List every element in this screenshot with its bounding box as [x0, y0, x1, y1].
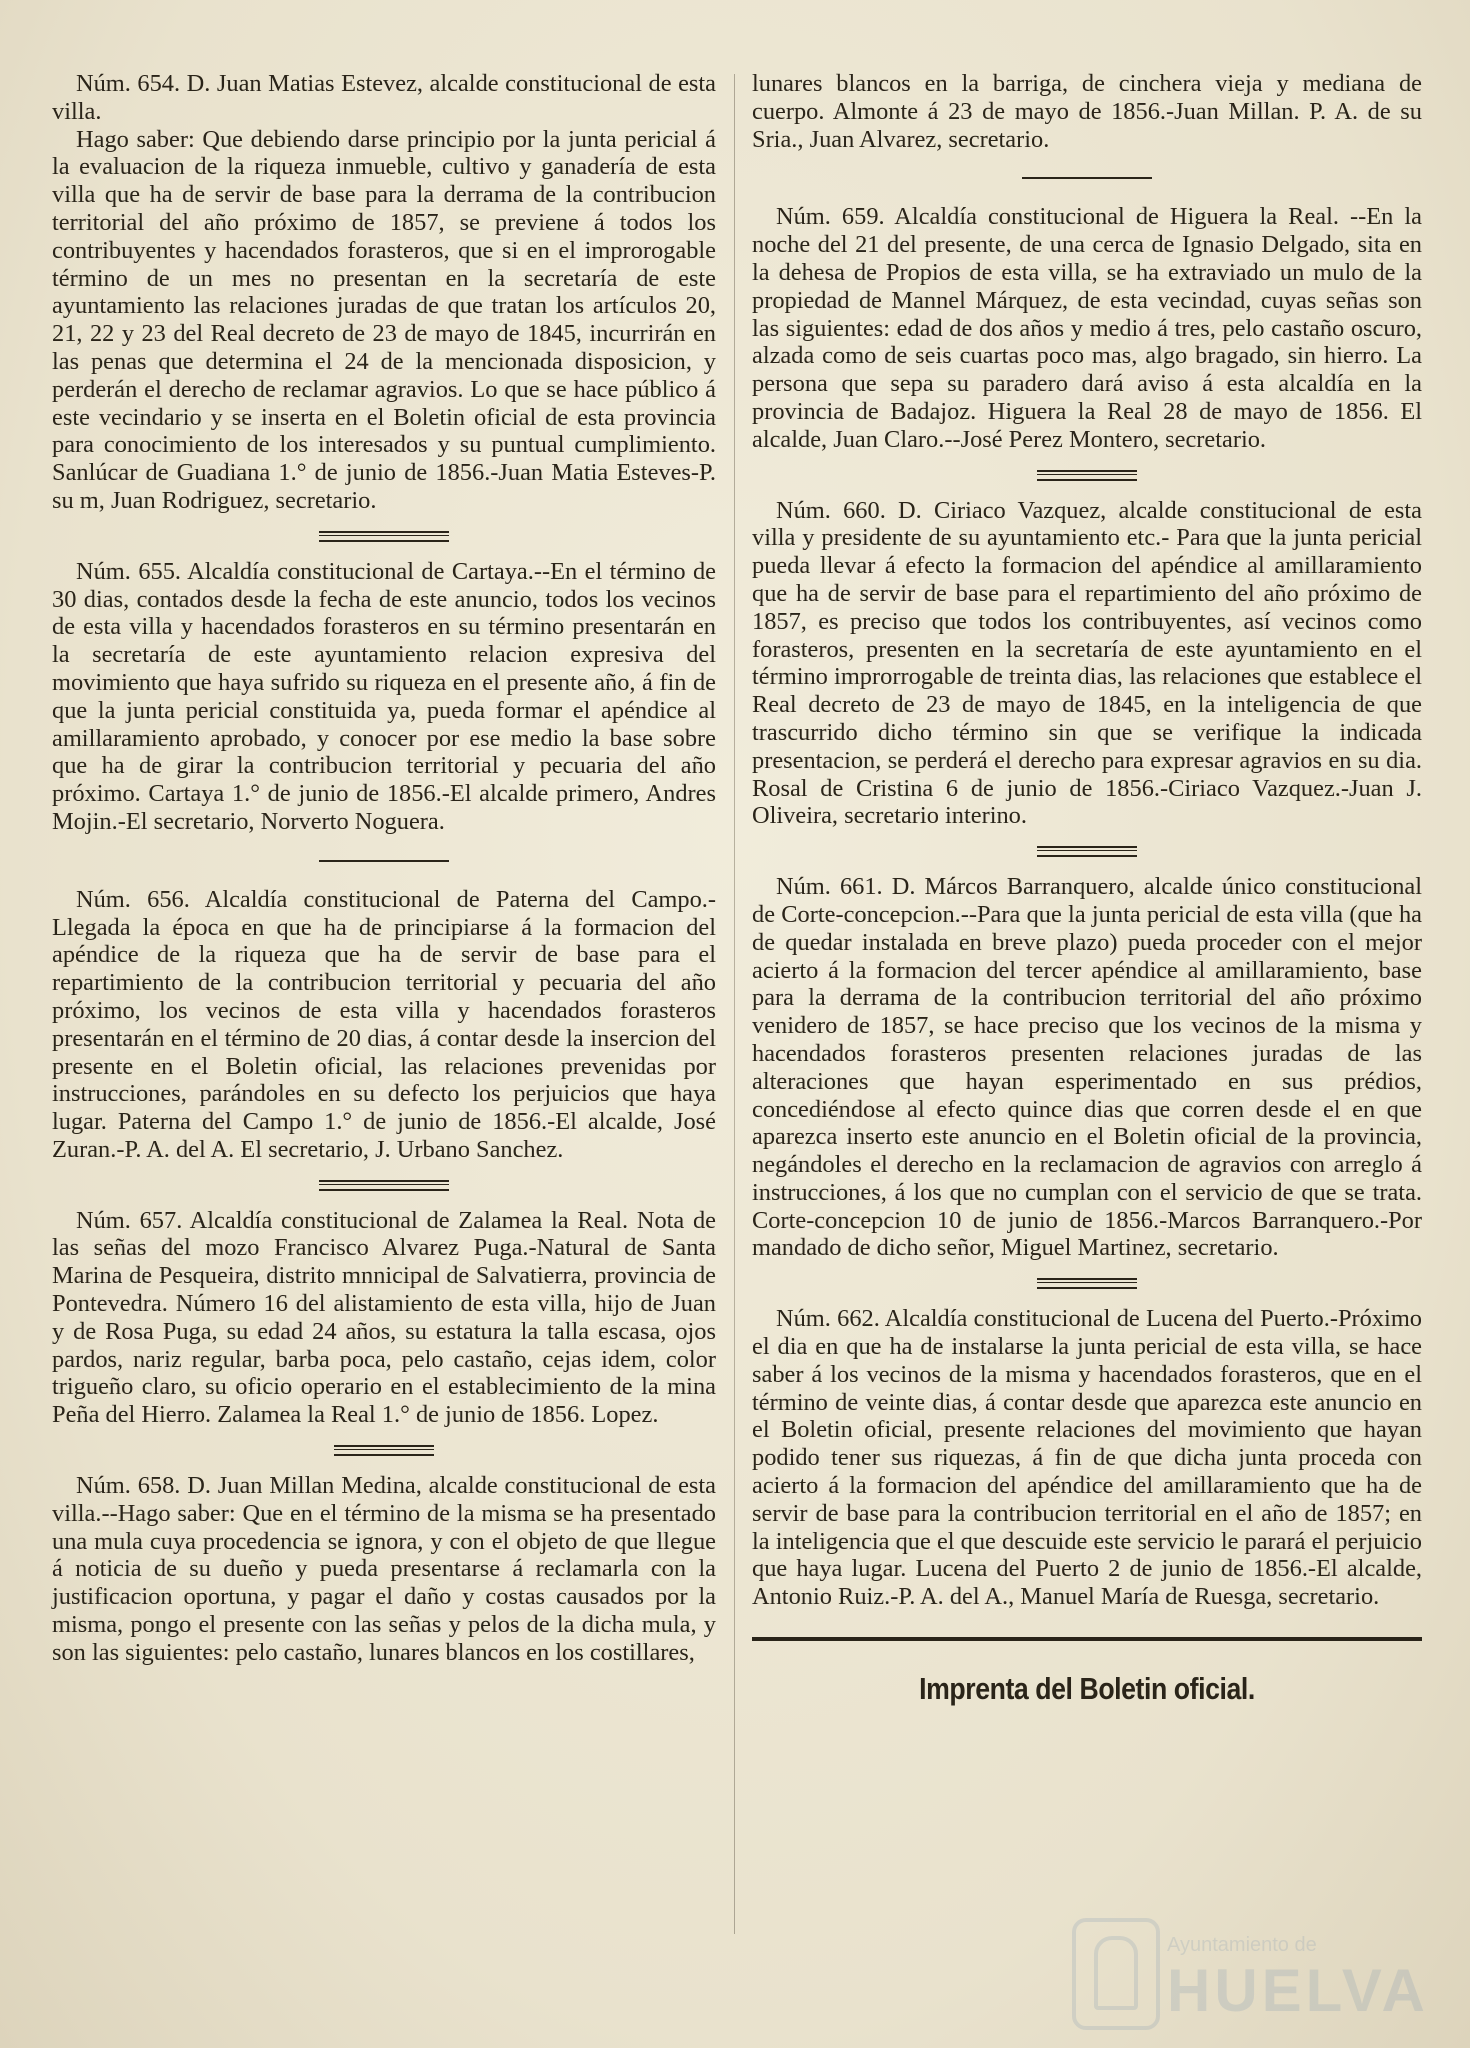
- notice-656: Núm. 656. Alcaldía constitucional de Paterna del Campo.-Llegada la época en que ha de principiarse á la formacion del apéndice de la riqueza que ha de servir de base para el repartimiento de la contribucion territorial y pecuaria del año próximo, los vecinos de esta villa y hacendados forasteros presentarán en el término de 20 dias, á contar desde la insercion del presente en el Boletin oficial, las relaciones prevenidas por instrucciones, parándoles en su defecto los perjuicios que haya lugar. Paterna del Campo 1.° de junio de 1856.-El alcalde, José Zuran.-P. A. del A. El secretario, J. Urbano Sanchez.: [52, 885, 716, 1163]
- column-divider: [734, 74, 735, 1934]
- notice-654-body: Hago saber: Que debiendo darse principio por la junta pericial á la evaluacion de la riqueza inmueble, cultivo y ganadería de esta villa que ha de servir de base para la derrama de la contribucion territorial del año próximo de 1857, se previene á todos los contribuyentes y hacendados forasteros, que si en el improrogable término de un mes no presentan en la secretaría de este ayuntamiento las relaciones juradas de que tratan los artículos 20, 21, 22 y 23 del Real decreto de 23 de mayo de 1845, incurrirán en las penas que determina el 24 de la mencionada disposicion, y perderán el derecho de reclamar agravios. Lo que se hace público á este vecindario y se inserta en el Boletin oficial de esta provincia para conocimiento de los interesados y su puntual cumplimiento. Sanlúcar de Guadiana 1.° de junio de 1856.-Juan Matia Esteves-P. su m, Juan Rodriguez, secretario.: [52, 125, 716, 514]
- left-column: [52, 70, 716, 1667]
- separator-rule: [319, 860, 449, 862]
- notice-658-end: lunares blancos en la barriga, de cinchera vieja y mediana de cuerpo. Almonte á 23 de mayo de 1856.-Juan Millan. P. A. de su Sria., Juan Alvarez, secretario.: [752, 70, 1422, 153]
- watermark-line1: Ayuntamiento de: [1167, 1934, 1317, 1956]
- right-column: [752, 70, 1422, 1707]
- watermark-line2: HUELVA: [1167, 1957, 1429, 2024]
- notice-658-start: Núm. 658. D. Juan Millan Medina, alcalde constitucional de esta villa.--Hago saber: Que en el término de la misma se ha presentado una mula cuya procedencia se ignora, y con el objeto de que llegue á noticia de su dueño y pueda presentarse á reclamarla con la justificacion oportuna, y pagar el daño y costas causados por la misma, pongo el presente con las señas y pelos de la dicha mula, y son las siguientes: pelo castaño, lunares blancos en los costillares,: [52, 1472, 716, 1666]
- separator-rule: [1022, 177, 1152, 179]
- notice-655: Núm. 655. Alcaldía constitucional de Cartaya.--En el término de 30 dias, contados desde la fecha de este anuncio, todos los vecinos de esta villa y hacendados forasteros en su término presentarán en la secretaría de este ayuntamiento relacion expresiva del movimiento que haya sufrido su riqueza en el presente año, á fin de que la junta pericial constituida ya, pueda formar el apéndice al amillaramiento aprobado, y conocer por ese medio la base sobre que ha de girar la contribucion territorial y pecuaria del año próximo. Cartaya 1.° de junio de 1856.-El alcalde primero, Andres Mojin.-El secretario, Norverto Noguera.: [52, 557, 716, 835]
- notice-659: Núm. 659. Alcaldía constitucional de Higuera la Real. --En la noche del 21 del presente, de una cerca de Ignasio Delgado, sita en la dehesa de Propios de esta villa, se ha extraviado un mulo de la propiedad de Mannel Márquez, de esta vecindad, cuyas señas son las siguientes: edad de dos años y medio á tres, pelo castaño oscuro, alzada como de seis cuartas poco mas, algo bragado, sin hierro. La persona que sepa su paradero dará aviso á esta alcaldía en la provincia de Badajoz. Higuera la Real 28 de mayo de 1856. El alcalde, Juan Claro.--José Perez Montero, secretario.: [752, 203, 1422, 453]
- separator-rule: [1037, 1278, 1137, 1289]
- separator-rule: [1037, 846, 1137, 857]
- notice-661: Núm. 661. D. Márcos Barranquero, alcalde único constitucional de Corte-concepcion.--Para que la junta pericial de esta villa (que ha de quedar instalada en breve plazo) pueda proceder con el mejor acierto á la formacion del tercer apéndice al amillaramiento, base para la derrama de la contribucion territorial del año próximo venidero de 1857, se hace preciso que los vecinos de la misma y hacendados forasteros presenten relaciones juradas de las alteraciones que hayan esperimentado en sus prédios, concediéndose al efecto quince dias que corren desde el en que aparezca inserto este anuncio en el Boletin oficial de la provincia, negándoles el derecho en la reclamacion de agravios con arreglo á instrucciones, á los que no cumplan con el servicio de que se trata. Corte-concepcion 10 de junio de 1856.-Marcos Barranquero.-Por mandado de dicho señor, Miguel Martinez, secretario.: [752, 873, 1422, 1262]
- imprint-line: Imprenta del Boletin oficial.: [919, 1671, 1255, 1707]
- coat-of-arms-icon: [1072, 1918, 1160, 2030]
- notice-657: Núm. 657. Alcaldía constitucional de Zalamea la Real. Nota de las señas del mozo Francisco Alvarez Puga.-Natural de Santa Marina de Pesqueira, distrito mnnicipal de Salvatierra, provincia de Pontevedra. Número 16 del alistamiento de esta villa, hijo de Juan y de Rosa Puga, su edad 24 años, su estatura la talla escasa, ojos pardos, nariz regular, barba poca, pelo castaño, cejas idem, color trigueño claro, su oficio operario en el establecimiento de la mina Peña del Hierro. Zalamea la Real 1.° de junio de 1856. Lopez.: [52, 1206, 716, 1429]
- separator-rule: [319, 1180, 449, 1191]
- separator-rule: [334, 1445, 434, 1456]
- archive-watermark: [1072, 1918, 1429, 2028]
- separator-rule: [1037, 470, 1137, 481]
- separator-rule: [319, 531, 449, 542]
- notice-662: Núm. 662. Alcaldía constitucional de Lucena del Puerto.-Próximo el dia en que ha de instalarse la junta pericial de esta villa, se hace saber á los vecinos de la misma y hacendados forasteros, que en el término de veinte dias, á contar desde que aparezca este anuncio en el Boletin oficial, presente relaciones del movimiento que hayan podido tener sus riquezas, á fin de que dicha junta proceda con acierto á la formacion del apéndice del amillaramiento que ha de servir de base para la contribucion territorial en el año de 1857; en la inteligencia que el que descuide este servicio le parará el perjuicio que haya lugar. Lucena del Puerto 2 de junio de 1856.-El alcalde, Antonio Ruiz.-P. A. del A., Manuel María de Ruesga, secretario.: [752, 1305, 1422, 1611]
- footer-rule: [752, 1637, 1422, 1641]
- notice-660: Núm. 660. D. Ciriaco Vazquez, alcalde constitucional de esta villa y presidente de su ayuntamiento etc.- Para que la junta pericial pueda llevar á efecto la formacion del apéndice al amillaramiento que ha de servir de base para el repartimiento del año próximo de 1857, es preciso que todos los contribuyentes, así vecinos como forasteros, presenten en la secretaría de este ayuntamiento en el término improrrogable de treinta dias, las relaciones que establece el Real decreto de 23 de mayo de 1845, en la inteligencia de que trascurrido dicho término sin que se verifique la indicada presentacion, se perderá el derecho para expresar agravios en su dia. Rosal de Cristina 6 de junio de 1856.-Ciriaco Vazquez.-Juan J. Oliveira, secretario interino.: [752, 496, 1422, 830]
- notice-654-heading: Núm. 654. D. Juan Matias Estevez, alcalde constitucional de esta villa.: [52, 70, 716, 125]
